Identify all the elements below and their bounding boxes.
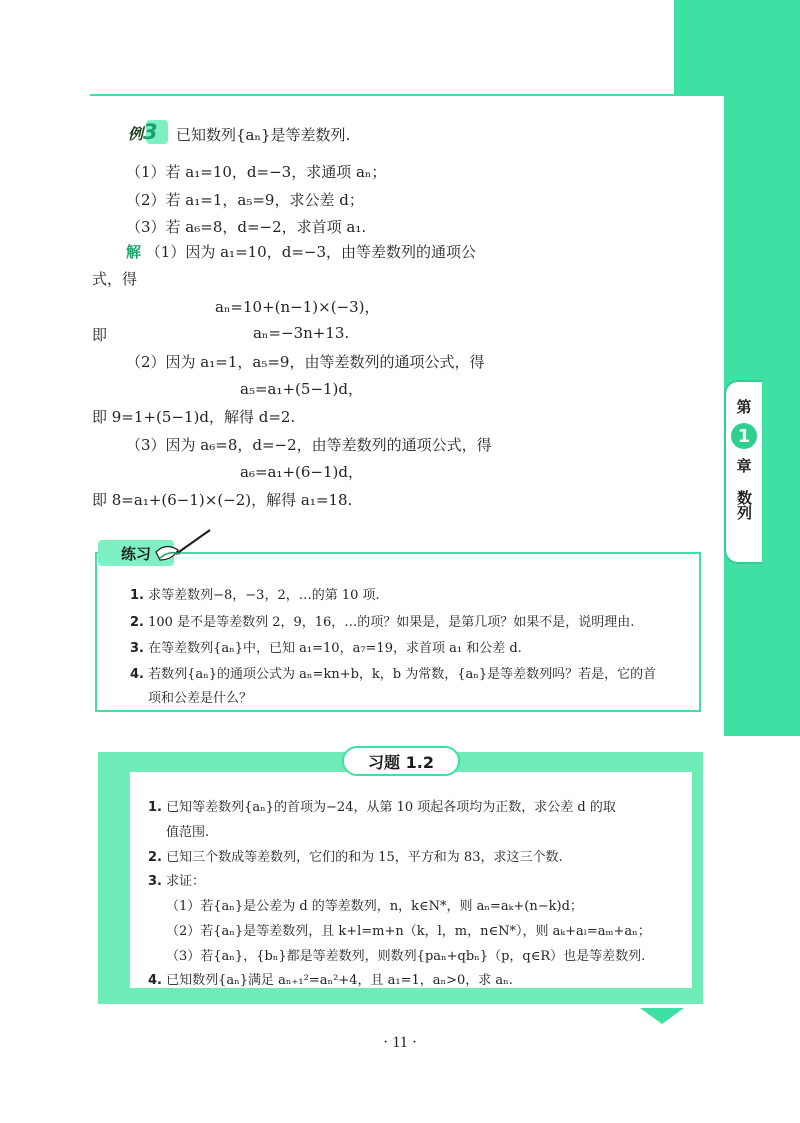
practice-item-4-text: 若数列{aₙ}的通项公式为 aₙ=kn+b，k，b 为常数，{aₙ}是等差数列吗？若是，它的首 [148,667,657,682]
solution-equation-3: a₅=a₁+(5−1)d， [240,380,364,398]
practice-item-3-number: 3. [130,641,144,656]
chapter-title: 数列 [735,490,753,520]
practice-item-3 [130,637,522,656]
exercise-item-1-number: 1. [148,800,162,815]
practice-item-1-number: 1. [130,588,144,603]
exercise-title: 习题 1.2 [342,746,460,776]
example-part-1: （1）若 a₁=10，d=−3，求通项 aₙ； [126,163,387,181]
solution-equation-4: a₆=a₁+(6−1)d， [240,463,364,481]
exercise-item-4-text: 已知数列{aₙ}满足 aₙ₊₁²=aₙ²+4，且 a₁=1，aₙ>0，求 aₙ. [166,973,513,988]
exercise-item-1-text: 已知等差数列{aₙ}的首项为−24，从第 10 项起各项均为正数，求公差 d 的取 [166,800,616,815]
header-band-corner [674,96,724,136]
practice-item-4-number: 4. [130,667,144,682]
practice-item-1-text: 求等差数列−8，−3，2，…的第 10 项. [148,588,380,603]
solution-line-1 [126,241,476,262]
solution-part1-text: （1）因为 a₁=10，d=−3，由等差数列的通项公 [145,243,477,261]
exercise-item-2-number: 2. [148,850,162,865]
solution-part3-conclusion: 即 8=a₁+(6−1)×(−2)，解得 a₁=18. [92,491,353,509]
practice-item-2-number: 2. [130,615,144,630]
down-arrow-icon [640,1008,684,1024]
solution-ji: 即 [92,326,108,344]
exercise-item-3-text: 求证： [166,874,206,889]
practice-item-2 [130,611,634,630]
exercise-item-1 [148,796,616,815]
exercise-item-2 [148,846,563,865]
exercise-item-2-text: 已知三个数成等差数列，它们的和为 15，平方和为 83，求这三个数. [166,850,563,865]
solution-equation-2: aₙ=−3n+13. [253,324,350,342]
practice-item-4 [130,663,656,682]
page-number: · 11 · [382,1034,418,1051]
chapter-suffix: 章 [736,457,752,475]
solution-part2-conclusion: 即 9=1+(5−1)d，解得 d=2. [92,408,296,426]
example-part-2: （2）若 a₁=1，a₅=9，求公差 d； [126,191,364,209]
solution-part2-text: （2）因为 a₁=1，a₅=9，由等差数列的通项公式，得 [126,353,485,371]
exercise-item-3 [148,870,205,889]
example-stem: 已知数列{aₙ}是等差数列. [176,126,351,144]
example-label-text: 例 [128,125,144,143]
exercise-item-3-number: 3. [148,874,162,889]
header-band [674,0,800,96]
exercise-item-1-continued: 值范围. [166,825,210,840]
practice-item-2-text: 100 是不是等差数列 2，9，16，…的项？如果是，是第几项？如果不是，说明理由. [148,615,635,630]
solution-line-2: 式，得 [92,270,138,288]
practice-item-4-continued: 项和公差是什么？ [148,691,253,706]
top-rule [90,94,690,96]
example-label [128,120,164,146]
practice-item-3-text: 在等差数列{aₙ}中，已知 a₁=10，a₇=19，求首项 a₁ 和公差 d. [148,641,522,656]
pen-icon [150,528,212,564]
practice-title: 练习 [98,540,174,566]
practice-item-1 [130,584,380,603]
chapter-tab [724,380,762,564]
exercise-item-3-part-2: （2）若{aₙ}是等差数列，且 k+l=m+n（k，l，m，n∈N*），则 aₖ+aₗ=aₘ+aₙ； [166,924,651,939]
solution-equation-1: aₙ=10+(n−1)×(−3)， [215,298,380,316]
exercise-item-4-number: 4. [148,973,162,988]
chapter-prefix: 第 [736,398,752,416]
example-number: 3 [143,120,158,144]
example-part-3: （3）若 a₆=8，d=−2，求首项 a₁. [126,218,367,236]
solution-label: 解 [126,243,142,261]
exercise-item-4 [148,969,513,988]
chapter-number-badge: 1 [731,423,757,449]
exercise-item-3-part-1: （1）若{aₙ}是公差为 d 的等差数列，n，k∈N*，则 aₙ=aₖ+(n−k)d； [166,899,583,914]
exercise-item-3-part-3: （3）若{aₙ}，{bₙ}都是等差数列，则数列{paₙ+qbₙ}（p，q∈R）也是等差数列. [166,949,646,964]
solution-part3-text: （3）因为 a₆=8，d=−2，由等差数列的通项公式，得 [126,436,492,454]
